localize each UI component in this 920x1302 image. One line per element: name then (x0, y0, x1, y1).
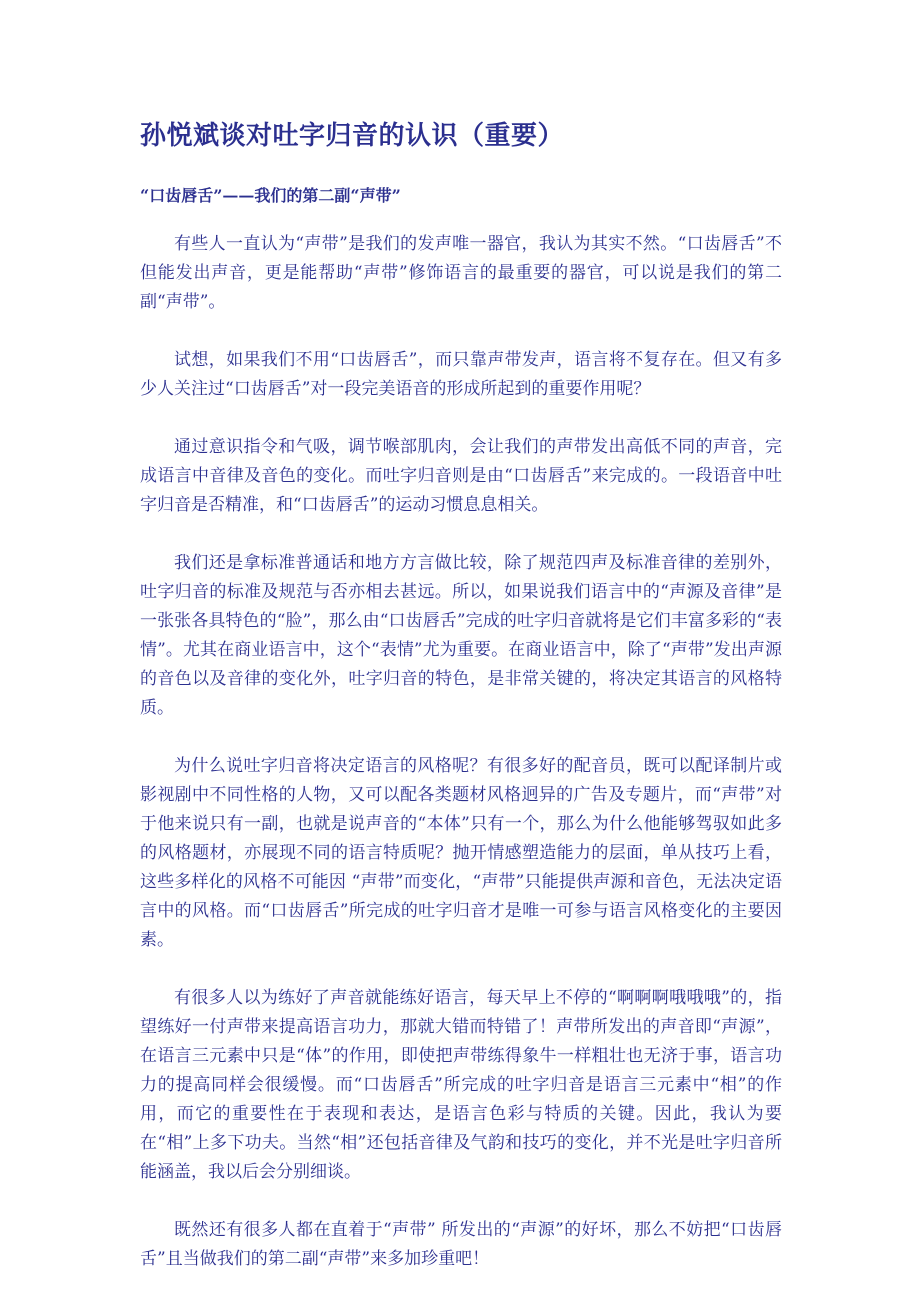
paragraph-3: 通过意识指令和气吸，调节喉部肌肉，会让我们的声带发出高低不同的声音，完成语言中音律及音色的变化。而吐字归音则是由“口齿唇舌”来完成的。一段语音中吐字归音是否精准，和“口齿唇舌”的运动习惯息息相关。 (140, 437, 782, 515)
article-body (140, 118, 782, 1274)
paragraph-7: 既然还有很多人都在直着于“声带” 所发出的“声源”的好坏，那么不妨把“口齿唇舌”且当做我们的第二副“声带”来多加珍重吧！ (140, 1220, 782, 1269)
paragraph-2: 试想，如果我们不用“口齿唇舌”，而只靠声带发声，语言将不复存在。但又有多少人关注过“口齿唇舌”对一段完美语音的形成所起到的重要作用呢？ (140, 350, 782, 399)
paragraph-6: 有很多人以为练好了声音就能练好语言，每天早上不停的“啊啊啊哦哦哦”的，指望练好一付声带来提高语言功力，那就大错而特错了！声带所发出的声音即“声源”，在语言三元素中只是“体”的作用，即使把声带练得象牛一样粗壮也无济于事，语言功力的提高同样会很缓慢。而“口齿唇舌”所完成的吐字归音是语言三元素中“相”的作用，而它的重要性在于表现和表达，是语言色彩与特质的关键。因此，我认为要在“相”上多下功夫。当然“相”还包括音律及气韵和技巧的变化，并不光是吐字归音所能涵盖，我以后会分别细谈。 (140, 988, 782, 1182)
paragraph-5: 为什么说吐字归音将决定语言的风格呢？有很多好的配音员，既可以配译制片或影视剧中不同性格的人物，又可以配各类题材风格迥异的广告及专题片，而“声带”对于他来说只有一副，也就是说声音的“本体”只有一个，那么为什么他能够驾驭如此多的风格题材，亦展现不同的语言特质呢？抛开情感塑造能力的层面，单从技巧上看，这些多样化的风格不可能因 “声带”而变化，“声带”只能提供声源和音色，无法决定语言中的风格。而“口齿唇舌”所完成的吐字归音才是唯一可参与语言风格变化的主要因素。 (140, 756, 782, 950)
section-heading: “口齿唇舌”——我们的第二副“声带” (140, 186, 401, 205)
article-title: 孙悦斌谈对吐字归音的认识（重要） (140, 121, 565, 151)
paragraph-4: 我们还是拿标准普通话和地方方言做比较，除了规范四声及标准音律的差别外，吐字归音的标准及规范与否亦相去甚远。所以，如果说我们语言中的“声源及音律”是一张张各具特色的“脸”，那么由“口齿唇舌”完成的吐字归音就将是它们丰富多彩的“表情”。尤其在商业语言中，这个“表情”尤为重要。在商业语言中，除了“声带”发出声源的音色以及音律的变化外，吐字归音的特色，是非常关键的，将决定其语言的风格特质。 (140, 553, 782, 718)
paragraph-1: 有些人一直认为“声带”是我们的发声唯一器官，我认为其实不然。“口齿唇舌”不但能发出声音，更是能帮助“声带”修饰语言的最重要的器官，可以说是我们的第二副“声带”。 (140, 234, 782, 312)
